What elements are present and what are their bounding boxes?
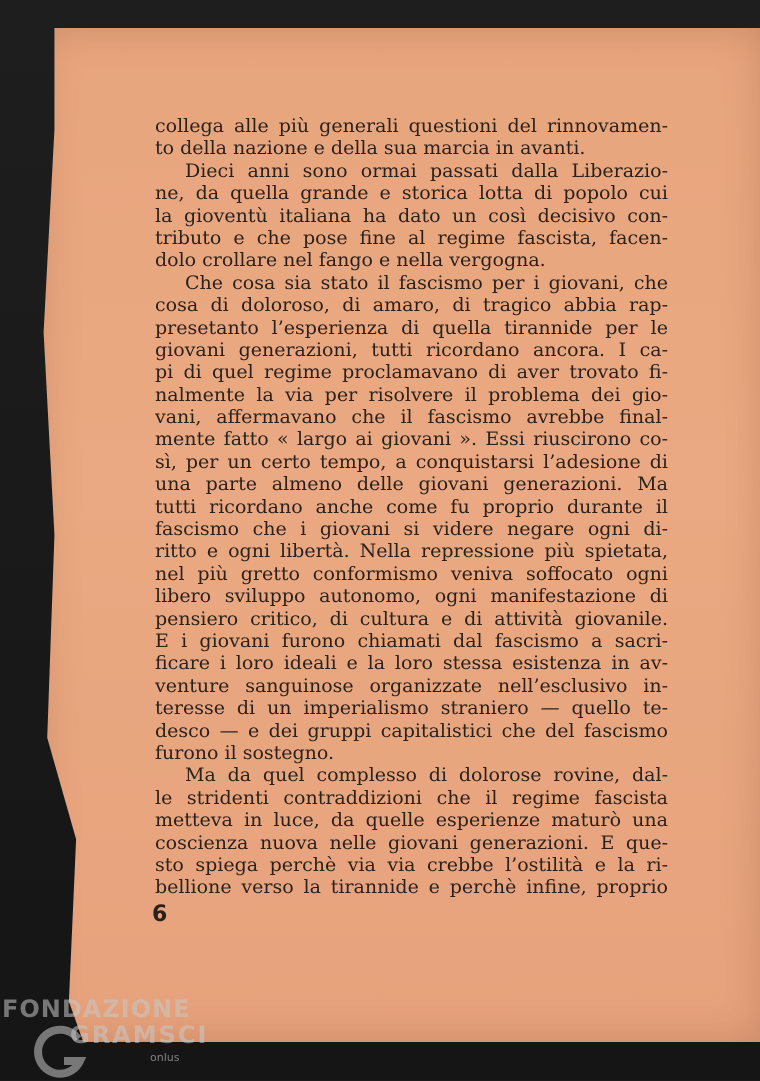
text-line: vani, affermavano che il fascismo avrebbe final-: [155, 406, 668, 429]
text-line: pi di quel regime proclamavano di aver trovato fi-: [155, 361, 668, 384]
fondazione-gramsci-watermark: [0, 995, 209, 1080]
text-line: presetanto l’esperienza di quella tirannide per le: [155, 316, 668, 339]
text-line: Dieci anni sono ormai passati dalla Liberazio-: [185, 159, 668, 182]
watermark-onlus: onlus: [150, 1051, 180, 1064]
text-line: teresse di un imperialismo straniero — quello te-: [155, 697, 668, 720]
text-line: nel più gretto conformismo veniva soffocato ogni: [155, 562, 668, 585]
text-line: collega alle più generali questioni del rinnovamen-: [155, 115, 668, 137]
text-line: ficare i loro ideali e la loro stessa esistenza in av-: [155, 652, 668, 675]
text-line: metteva in luce, da quelle esperienze maturò una: [155, 809, 668, 832]
page-number: 6: [152, 902, 168, 927]
watermark-line2: GRAMSCI: [70, 1021, 209, 1049]
text-line: dolo crollare nel fango e nella vergogna.: [155, 249, 546, 272]
text-line: libero sviluppo autonomo, ogni manifestazione di: [155, 585, 668, 608]
text-line: venture sanguinose organizzate nell’esclusivo in-: [155, 674, 668, 697]
text-line: giovani generazioni, tutti ricordano ancora. I ca-: [155, 338, 668, 361]
text-line: desco — e dei gruppi capitalistici che del fascismo: [155, 719, 668, 742]
text-line: bellione verso la tirannide e perchè infine, proprio: [155, 876, 668, 899]
text-line: le stridenti contraddizioni che il regime fascista: [155, 786, 668, 809]
text-line: fascismo che i giovani si videre negare ogni di-: [155, 518, 668, 541]
text-line: furono il sostegno.: [155, 741, 335, 764]
text-line: tutti ricordano anche come fu proprio durante il: [155, 495, 668, 518]
text-line: Ma da quel complesso di dolorose rovine, dal-: [185, 764, 668, 787]
body-text: [155, 115, 668, 899]
text-line: to della nazione e della sua marcia in avanti.: [155, 137, 586, 160]
text-line: sì, per un certo tempo, a conquistarsi l’adesione di: [155, 450, 668, 473]
text-line: coscienza nuova nelle giovani generazioni. E que-: [155, 831, 668, 854]
text-line: cosa di doloroso, di amaro, di tragico abbia rap-: [155, 294, 668, 317]
paragraph: [155, 160, 668, 272]
paragraph: [155, 272, 668, 765]
text-line: sto spiega perchè via via crebbe l’ostilità e la ri-: [155, 853, 668, 876]
paragraph: [155, 764, 668, 898]
text-line: ne, da quella grande e storica lotta di popolo cui: [155, 182, 668, 205]
text-line: la gioventù italiana ha dato un così decisivo con-: [155, 204, 668, 227]
text-line: E i giovani furono chiamati dal fascismo a sacri-: [155, 629, 668, 652]
text-line: tributo e che pose fine al regime fascista, facen-: [155, 226, 668, 249]
text-line: mente fatto « largo ai giovani ». Essi riuscirono co-: [155, 428, 668, 451]
text-line: ritto e ogni libertà. Nella repressione più spietata,: [155, 540, 668, 563]
text-line: pensiero critico, di cultura e di attività giovanile.: [155, 607, 668, 630]
paragraph: [155, 115, 668, 160]
text-line: una parte almeno delle giovani generazioni. Ma: [155, 473, 668, 496]
watermark-line1: FONDAZIONE: [2, 995, 191, 1023]
text-line: Che cosa sia stato il fascismo per i giovani, che: [185, 271, 668, 294]
text-line: nalmente la via per risolvere il problema dei gio-: [155, 383, 668, 406]
